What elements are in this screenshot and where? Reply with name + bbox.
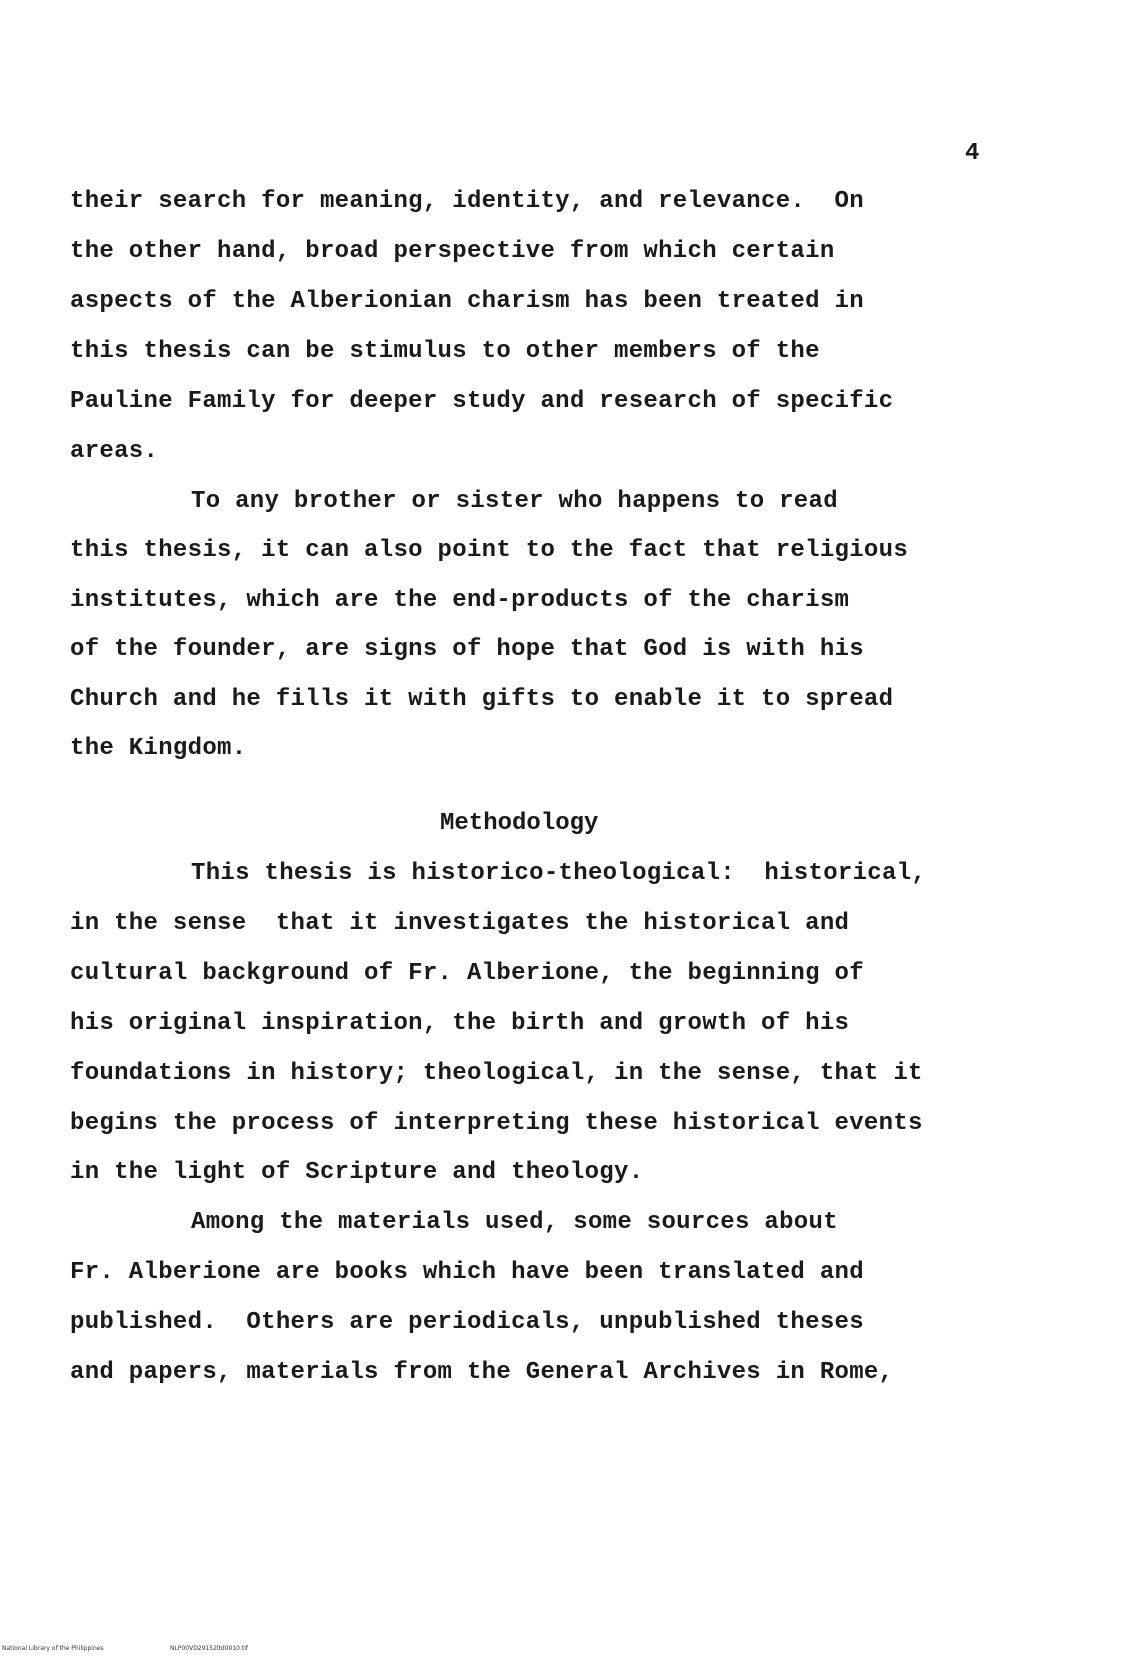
text-line: their search for meaning, identity, and relevance. On (70, 188, 864, 215)
text-line: cultural background of Fr. Alberione, the beginning of (70, 960, 864, 987)
text-line: in the light of Scripture and theology. (70, 1159, 644, 1186)
text-line: Among the materials used, some sources about (191, 1209, 838, 1236)
page-number: 4 (965, 140, 980, 167)
text-line: the Kingdom. (70, 735, 247, 762)
text-line: and papers, materials from the General Archives in Rome, (70, 1359, 894, 1386)
text-line: his original inspiration, the birth and growth of his (70, 1010, 850, 1037)
text-line: aspects of the Alberionian charism has been treated in (70, 288, 864, 315)
scan-footer-library: National Library of the Philippines (2, 1645, 104, 1652)
text-line: areas. (70, 438, 159, 465)
text-line: begins the process of interpreting these historical events (70, 1110, 923, 1137)
text-line: the other hand, broad perspective from which certain (70, 238, 835, 265)
text-line: this thesis, it can also point to the fact that religious (70, 537, 909, 564)
text-line: Fr. Alberione are books which have been translated and (70, 1259, 864, 1286)
text-line: Church and he fills it with gifts to enable it to spread (70, 686, 894, 713)
text-line: foundations in history; theological, in the sense, that it (70, 1060, 923, 1087)
scan-footer-filename: NLP00VD29152ltd0010.tif (170, 1645, 249, 1652)
text-line: published. Others are periodicals, unpublished theses (70, 1309, 864, 1336)
text-line: institutes, which are the end-products of the charism (70, 587, 850, 614)
text-line: This thesis is historico-theological: historical, (191, 860, 927, 887)
text-line: this thesis can be stimulus to other members of the (70, 338, 820, 365)
text-line: of the founder, are signs of hope that God is with his (70, 636, 864, 663)
text-line: Pauline Family for deeper study and research of specific (70, 388, 894, 415)
text-line: in the sense that it investigates the historical and (70, 910, 850, 937)
section-heading: Methodology (440, 810, 599, 837)
text-line: To any brother or sister who happens to read (191, 488, 838, 515)
